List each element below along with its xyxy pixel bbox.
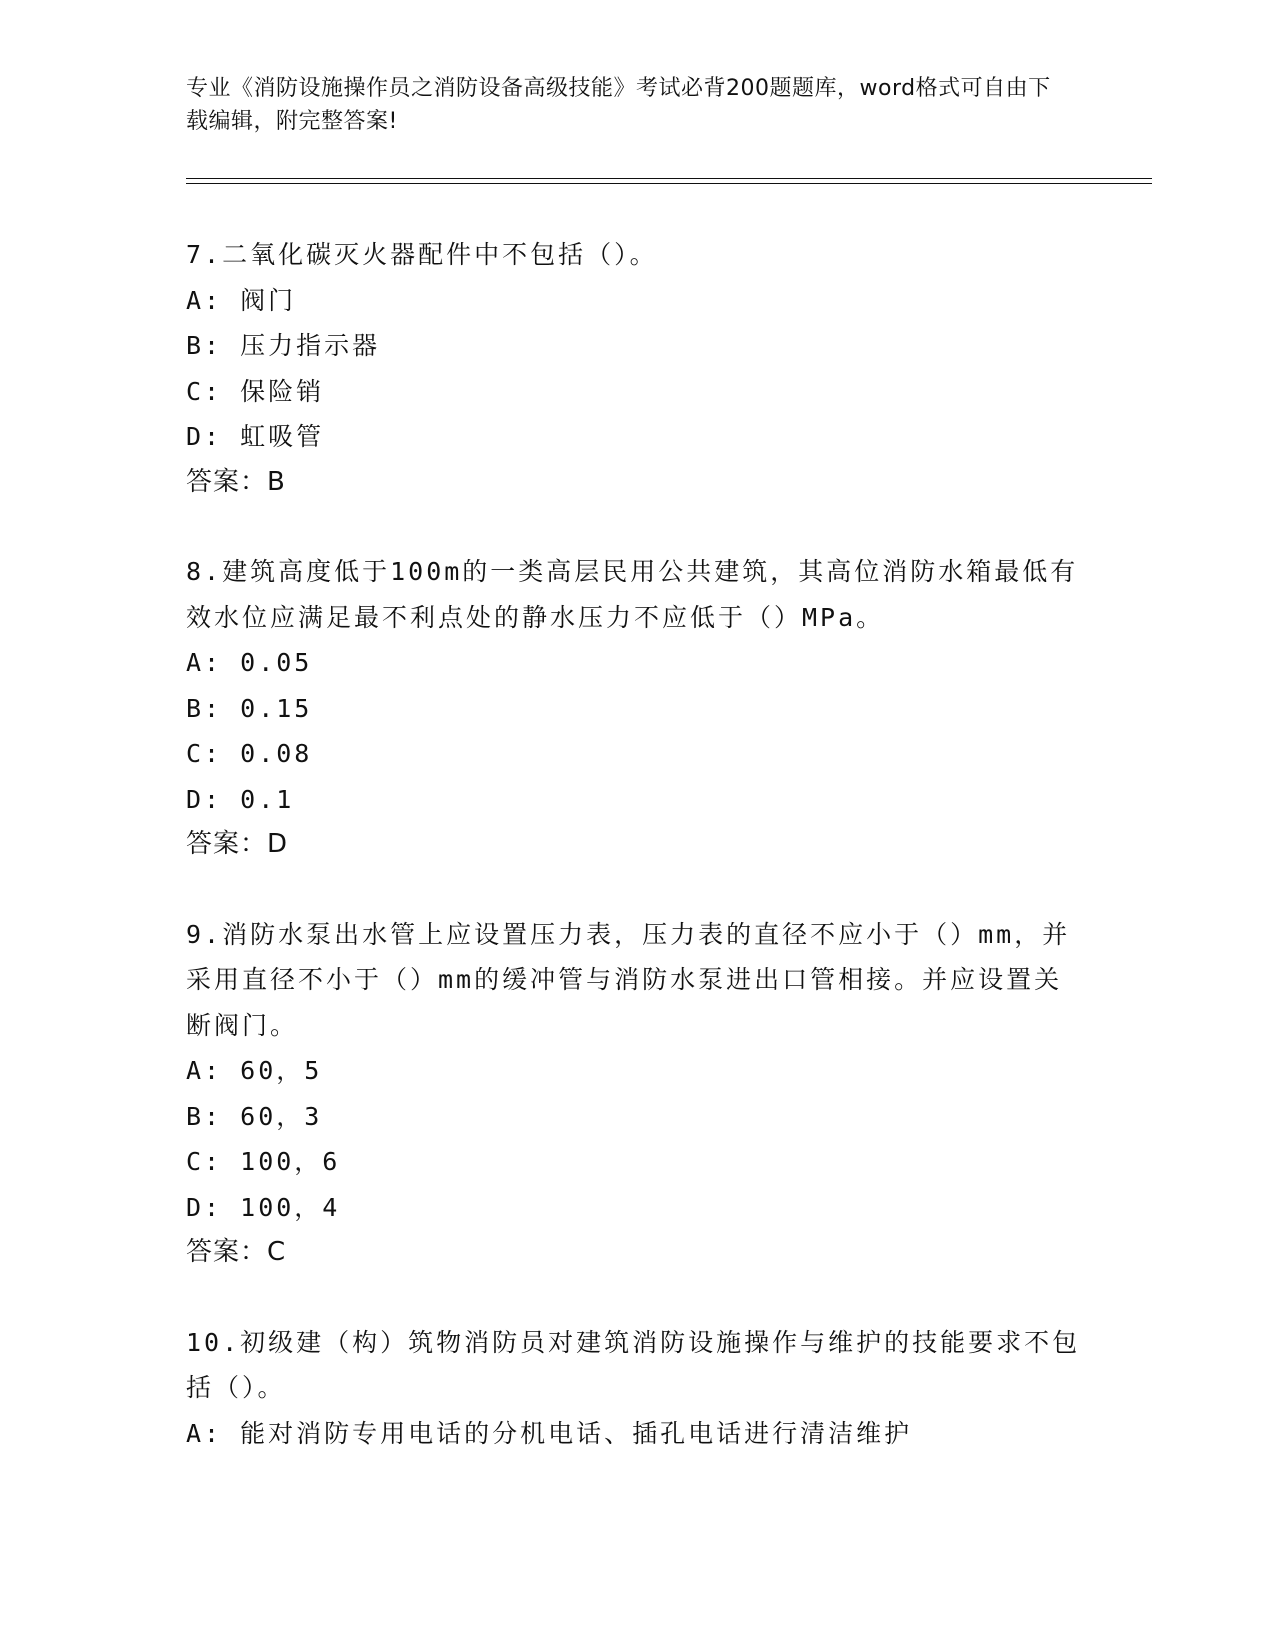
question-text: 9.消防水泵出水管上应设置压力表，压力表的直径不应小于（）mm，并采用直径不小于（）mm的缓冲管与消防水泵进出口管相接。并应设置关断阀门。 — [186, 919, 1071, 1040]
option-a: A: 阀门 — [186, 285, 297, 315]
question-text: 10.初级建（构）筑物消防员对建筑消防设施操作与维护的技能要求不包括（）。 — [186, 1327, 1081, 1402]
option-c: C: 0.08 — [186, 739, 313, 768]
option-b: B: 压力指示器 — [186, 331, 381, 360]
document-header-intro: 专业《消防设施操作员之消防设备高级技能》考试必背200题题库，word格式可自由下载编辑，附完整答案! — [186, 76, 1051, 134]
option-a: A: 能对消防专用电话的分机电话、插孔电话进行清洁维护 — [186, 1418, 913, 1448]
header-divider-top — [186, 178, 1152, 179]
question-item — [186, 912, 1086, 1276]
question-item — [186, 549, 1086, 868]
option-d: D: 100，4 — [186, 1192, 341, 1222]
answer-line: 答案：D — [186, 829, 289, 859]
header-divider-bottom — [186, 183, 1152, 184]
option-d: D: 虹吸管 — [186, 422, 325, 451]
option-a: A: 0.05 — [186, 648, 313, 677]
option-c: C: 保险销 — [186, 376, 325, 406]
option-d: D: 0.1 — [186, 784, 295, 814]
question-list — [186, 232, 1086, 1456]
answer-line: 答案：C — [186, 1237, 287, 1267]
answer-line: 答案：B — [186, 466, 286, 497]
question-text: 7.二氧化碳灭火器配件中不包括（）。 — [186, 240, 658, 269]
option-a: A: 60，5 — [186, 1056, 323, 1085]
question-item — [186, 1320, 1086, 1457]
option-b: B: 0.15 — [186, 693, 313, 723]
question-item — [186, 232, 1086, 505]
option-c: C: 100，6 — [186, 1147, 341, 1176]
question-text: 8.建筑高度低于100m的一类高层民用公共建筑，其高位消防水箱最低有效水位应满足最不利点处的静水压力不应低于（）MPa。 — [186, 557, 1079, 632]
option-b: B: 60，3 — [186, 1101, 323, 1131]
